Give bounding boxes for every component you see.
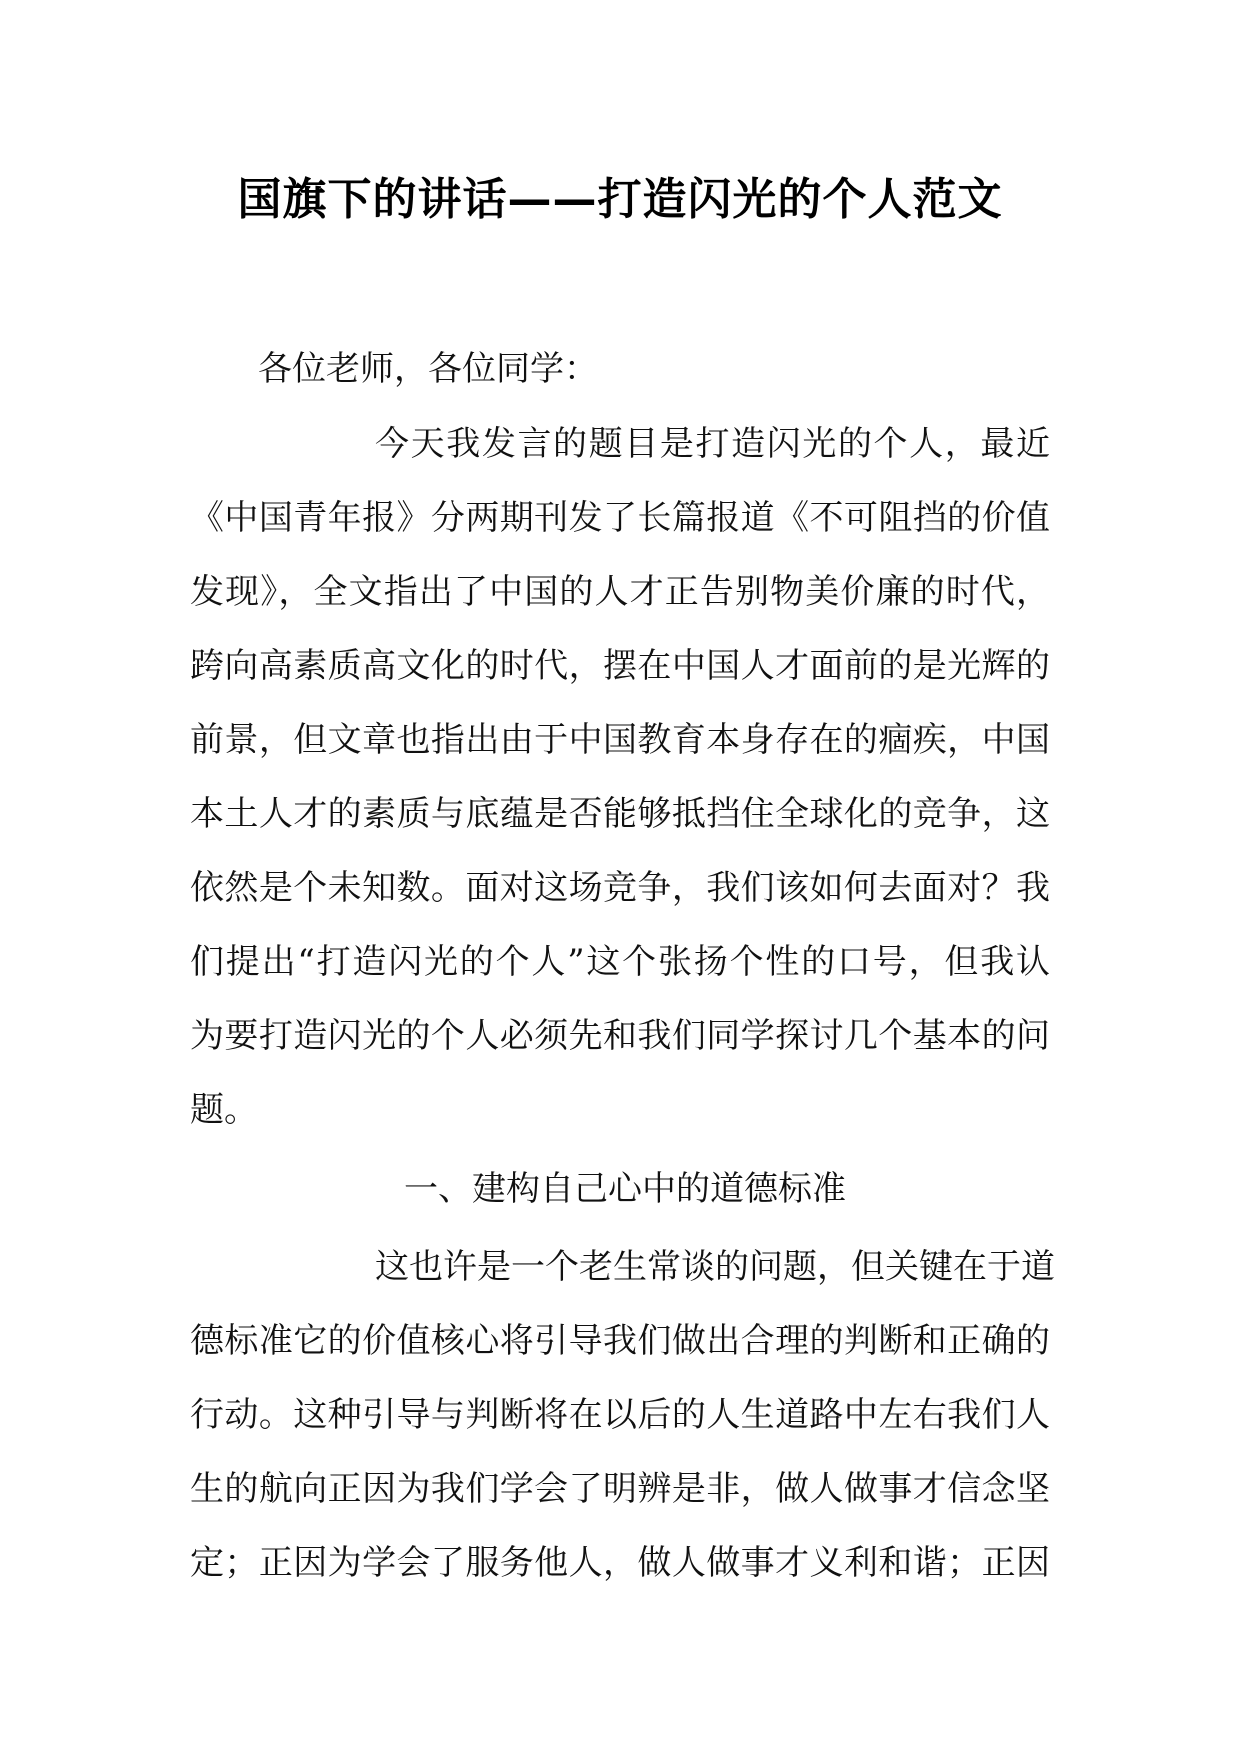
paragraph-1-line-9: 为要打造闪光的个人必须先和我们同学探讨几个基本的问 <box>190 1016 1050 1056</box>
paragraph-1-line-5: 前景，但文章也指出由于中国教育本身存在的痼疾，中国 <box>190 720 1050 760</box>
paragraph-1-line-6: 本土人才的素质与底蕴是否能够抵挡住全球化的竞争，这 <box>190 794 1050 834</box>
paragraph-1-line-8: 们提出“打造闪光的个人”这个张扬个性的口号，但我认 <box>190 942 1050 982</box>
paragraph-1-line-4: 跨向高素质高文化的时代，摆在中国人才面前的是光辉的 <box>190 646 1050 686</box>
section-heading: 一、建构自己心中的道德标准 <box>404 1169 846 1209</box>
paragraph-1-line-7: 依然是个未知数。面对这场竞争，我们该如何去面对？我 <box>190 868 1050 908</box>
document-title: 国旗下的讲话——打造闪光的个人范文 <box>237 174 1003 225</box>
paragraph-1-line-10: 题。 <box>190 1090 258 1130</box>
paragraph-2-line-1: 这也许是一个老生常谈的问题，但关键在于道 <box>375 1247 1055 1287</box>
paragraph-2-line-2: 德标准它的价值核心将引导我们做出合理的判断和正确的 <box>190 1321 1050 1361</box>
paragraph-2-line-4: 生的航向正因为我们学会了明辨是非，做人做事才信念坚 <box>190 1469 1050 1509</box>
paragraph-2-line-3: 行动。这种引导与判断将在以后的人生道路中左右我们人 <box>190 1395 1050 1435</box>
paragraph-2-line-5: 定；正因为学会了服务他人，做人做事才义利和谐；正因 <box>190 1543 1050 1583</box>
greeting-line: 各位老师，各位同学： <box>258 349 598 389</box>
paragraph-1-line-2: 《中国青年报》分两期刊发了长篇报道《不可阻挡的价值 <box>190 498 1050 538</box>
paragraph-1-line-3: 发现》，全文指出了中国的人才正告别物美价廉的时代， <box>190 572 1050 612</box>
paragraph-1-line-1: 今天我发言的题目是打造闪光的个人，最近 <box>375 424 1050 464</box>
